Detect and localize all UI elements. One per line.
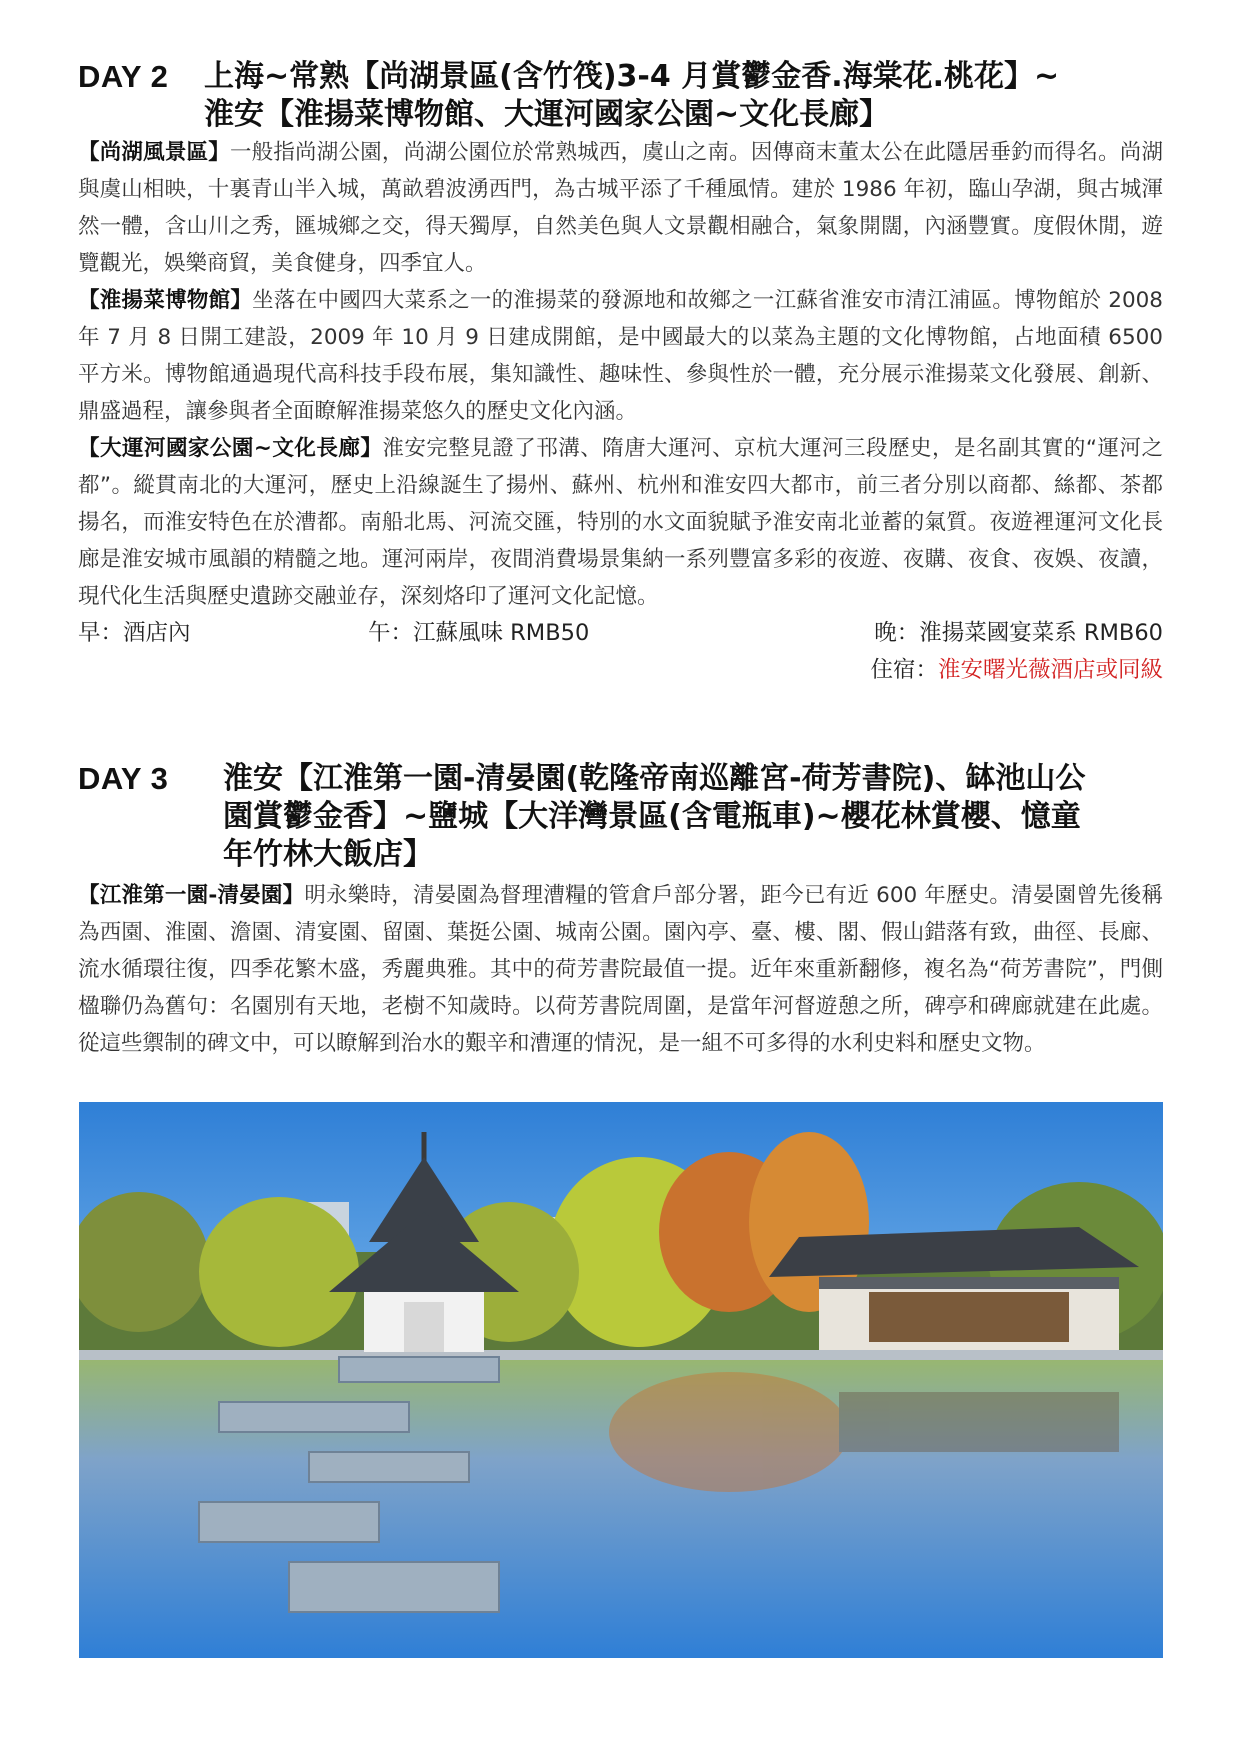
day3-title-line1: 淮安【江淮第一園-清晏園(乾隆帝南巡離宮-荷芳書院)、缽池山公 <box>223 761 1086 796</box>
shore-railing <box>79 1350 1163 1360</box>
day3-heading <box>78 760 1163 874</box>
stay-hotel: 淮安曙光薇酒店或同級 <box>937 657 1163 683</box>
day2-label: DAY 2 <box>78 59 169 94</box>
section-grand-canal <box>78 430 1163 615</box>
day3-title-line3: 年竹林大飯店】 <box>223 837 433 872</box>
section-text: 坐落在中國四大菜系之一的淮揚菜的發源地和故鄉之一江蘇省淮安市清江浦區。博物館於 2008 年 7 月 8 日開工建設，2009 年 10 月 9 日建成開館，是中國最大的以菜為主題的文化博物館，占地面積 6500 平方米。博物館通過現代高科技手段布展，集知識性、趣味性、參與性於一體，充分展示淮揚菜文化發展、創新、鼎盛過程，讓參與者全面瞭解淮揚菜悠久的歷史文化內涵。 <box>78 288 1163 424</box>
day3-title <box>223 760 1163 874</box>
section-huaiyang-museum <box>78 282 1163 430</box>
day2-body <box>78 134 1163 689</box>
day2-title <box>204 58 1163 134</box>
day2-heading <box>78 58 1163 134</box>
day2-meals <box>78 615 1163 652</box>
section-qingyan-garden <box>78 877 1163 1062</box>
section-shanghu <box>78 134 1163 282</box>
section-text: 明永樂時，清晏園為督理漕糧的管倉戶部分署，距今已有近 600 年歷史。清晏園曾先後稱為西園、淮園、澹園、清宴園、留園、葉挺公園、城南公園。園內亭、臺、樓、閣、假山錯落有致，曲徑、長廊、流水循環往復，四季花繁木盛，秀麗典雅。其中的荷芳書院最值一提。近年來重新翻修，複名為“荷芳書院”，門側楹聯仍為舊句：名園別有天地，老樹不知歲時。以荷芳書院周圍，是當年河督遊憩之所，碑亭和碑廊就建在此處。從這些禦制的碑文中，可以瞭解到治水的艱辛和漕運的情況，是一組不可多得的水利史料和歷史文物。 <box>78 883 1163 1056</box>
day2-accommodation <box>78 652 1163 689</box>
day3-body <box>78 877 1163 1062</box>
day2-title-line1: 上海~常熟【尚湖景區(含竹筏)3-4 月賞鬱金香.海棠花.桃花】~ <box>204 59 1060 94</box>
meal-breakfast: 早：酒店內 <box>78 620 191 646</box>
day3-label: DAY 3 <box>78 761 169 796</box>
day2-title-line2: 淮安【淮揚菜博物館、大運河國家公園~文化長廊】 <box>204 97 890 132</box>
garden-scene-illustration <box>79 1102 1163 1658</box>
stay-label: 住宿： <box>870 657 938 683</box>
section-lead: 【淮揚菜博物館】 <box>78 288 253 313</box>
qingyan-garden-photo <box>79 1102 1163 1658</box>
section-text: 一般指尚湖公園，尚湖公園位於常熟城西，虞山之南。因傳商末董太公在此隱居垂釣而得名。尚湖與虞山相映，十裏青山半入城，萬畝碧波湧西門，為古城平添了千種風情。建於 1986 年初，臨山孕湖，與古城渾然一體，含山川之秀，匯城鄉之交，得天獨厚，自然美色與人文景觀相融合，氣象開闊，內涵豐實。度假休閒，遊覽觀光，娛樂商貿，美食健身，四季宜人。 <box>78 140 1163 276</box>
day3-title-line2: 園賞鬱金香】~鹽城【大洋灣景區(含電瓶車)~櫻花林賞櫻、憶童 <box>223 799 1081 834</box>
meal-lunch: 午：江蘇風味 RMB50 <box>368 620 590 646</box>
meal-dinner: 晚：淮揚菜國宴菜系 RMB60 <box>874 620 1163 646</box>
section-lead: 【大運河國家公園~文化長廊】 <box>78 436 383 461</box>
section-lead: 【尚湖風景區】 <box>78 140 230 165</box>
section-lead: 【江淮第一園-清晏園】 <box>78 883 305 908</box>
section-text: 淮安完整見證了邗溝、隋唐大運河、京杭大運河三段歷史，是名副其實的“運河之都”。縱貫南北的大運河，歷史上沿線誕生了揚州、蘇州、杭州和淮安四大都市，前三者分別以商都、絲都、茶都揚名，而淮安特色在於漕都。南船北馬、河流交匯，特別的水文面貌賦予淮安南北並蓄的氣質。夜遊裡運河文化長廊是淮安城市風韻的精髓之地。運河兩岸，夜間消費場景集納一系列豐富多彩的夜遊、夜購、夜食、夜娛、夜讀，現代化生活與歷史遺跡交融並存，深刻烙印了運河文化記憶。 <box>78 436 1163 609</box>
pavilion-hall <box>769 1227 1139 1357</box>
